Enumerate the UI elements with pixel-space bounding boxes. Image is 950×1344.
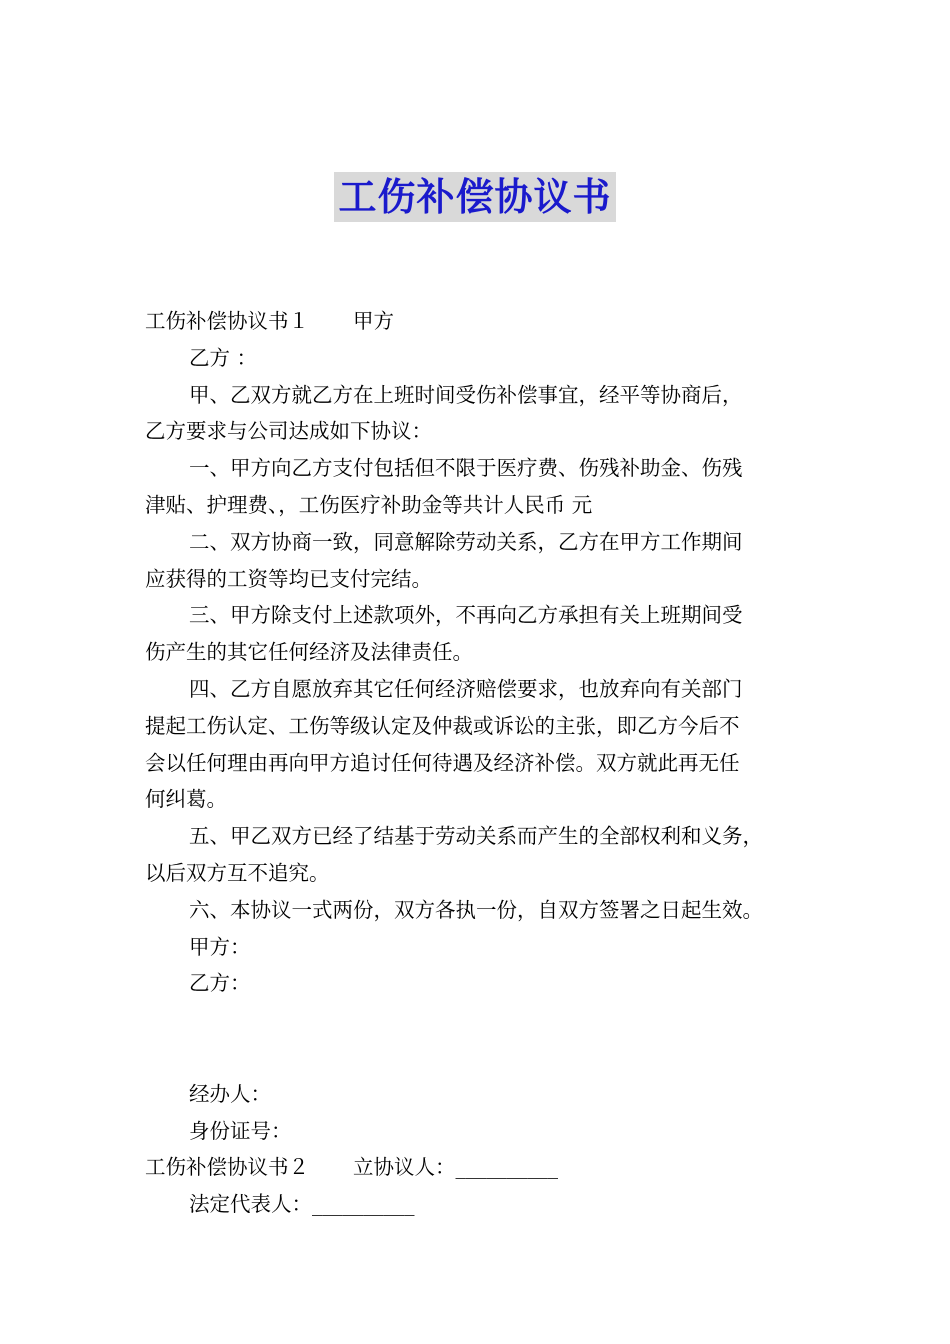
paragraph-line: 二、双方协商一致，同意解除劳动关系，乙方在甲方工作期间: [189, 529, 743, 554]
paragraph-line: 会以任何理由再向甲方追讨任何待遇及经济补偿。双方就此再无任: [145, 750, 740, 775]
paragraph-line: [145, 1149, 815, 1186]
paragraph-line: 甲方：: [189, 934, 251, 959]
paragraph-line: 经办人：: [189, 1081, 271, 1106]
blank-line: [145, 1002, 815, 1039]
blank-line: [145, 1039, 815, 1076]
paragraph-line: 津贴、护理费、，工伤医疗补助金等共计人民币 元: [145, 492, 593, 517]
line-segment: 工伤补偿协议书１: [145, 309, 309, 333]
line-segment: 立协议人：__________: [353, 1155, 558, 1180]
line-segment: 工伤补偿协议书２: [145, 1155, 309, 1180]
paragraph-line: 提起工伤认定、工伤等级认定及仲裁或诉讼的主张，即乙方今后不: [145, 713, 740, 738]
paragraph-line: 五、甲乙双方已经了结基于劳动关系而产生的全部权利和义务，: [189, 824, 763, 849]
paragraph-line: 乙方 ：: [189, 345, 258, 370]
paragraph-line: 以后双方互不追究。: [145, 860, 330, 885]
paragraph-line: 身份证号：: [189, 1118, 292, 1143]
paragraph-line: 乙方：: [189, 971, 251, 996]
title-container: [0, 172, 950, 222]
paragraph-line: 一、甲方向乙方支付包括但不限于医疗费、伤残补助金、伤残: [189, 456, 743, 481]
paragraph-line: 伤产生的其它任何经济及法律责任。: [145, 640, 473, 665]
paragraph-line: 四、乙方自愿放弃其它任何经济赔偿要求，也放弃向有关部门: [189, 676, 743, 701]
paragraph-line: 甲、乙双方就乙方在上班时间受伤补偿事宜，经平等协商后，: [189, 382, 743, 407]
paragraph-line: 乙方要求与公司达成如下协议：: [145, 419, 432, 444]
line-segment: 甲方: [353, 309, 394, 333]
document-body: [145, 303, 815, 1223]
paragraph-line: 六、本协议一式两份，双方各执一份，自双方签署之日起生效。: [189, 897, 763, 922]
paragraph-line: [145, 303, 815, 340]
paragraph-line: 应获得的工资等均已支付完结。: [145, 566, 432, 591]
paragraph-line: 何纠葛。: [145, 787, 227, 812]
paragraph-line: 法定代表人：__________: [189, 1192, 415, 1217]
paragraph-line: 三、甲方除支付上述款项外，不再向乙方承担有关上班期间受: [189, 603, 743, 628]
document-title: 工伤补偿协议书: [334, 172, 615, 222]
